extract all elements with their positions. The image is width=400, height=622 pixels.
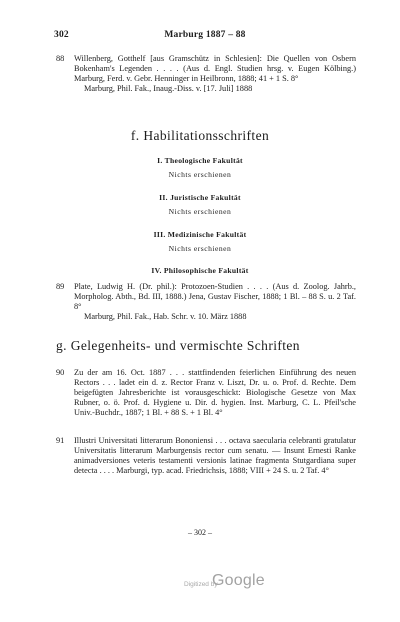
faculty-juristische [0,193,400,217]
entry-note: Marburg, Phil. Fak., Inaug.-Diss. v. [17. Juli] 1888 [84,84,253,93]
faculty-note: Nichts erschienen [168,170,232,179]
faculty-name: II. Juristische Fakultät [159,193,241,202]
faculty-note: Nichts erschienen [168,244,232,253]
entry-91 [56,436,356,476]
faculty-name: I. Theologische Fakultät [157,156,243,165]
running-header [54,30,356,42]
entry-number: 88 [56,54,65,63]
running-title: Marburg 1887 – 88 [164,30,246,40]
google-logo: Google [212,572,265,589]
faculty-name: III. Medizinische Fakultät [153,230,247,239]
entry-citation: Illustri Universitati litterarum Bononiensi . . . octava saecularia celebranti gratulatur Universitatis litterarum Marburgensis rector cum senatu. — Insunt Ernesti Ranke animadversiones veteris testamenti versionis latinae fragmenta Stutgardiana super detecta . . . . Marburgi, typ. acad. Friedrichsis, 1888; VIII + 24 S. u. 2 Taf. 4° [74,436,356,475]
faculty-name: IV. Philosophische Fakultät [151,266,249,275]
entry-90 [56,368,356,418]
entry-citation: Willenberg, Gotthelf [aus Gramschütz in Schlesien]: Die Quellen von Osbern Bokenham's Legenden . . . . (Aus d. Engl. Studien hrsg. v. Eugen Kölbing.) Marburg, Ferd. v. Gebr. Henninger in Heilbronn, 1888; 41 + 1 S. 8° [74,54,356,83]
entry-citation: Plate, Ludwig H. (Dr. phil.): Protozoen-Studien . . . . (Aus d. Zoolog. Jahrb., Morpholog. Abth., Bd. III, 1888.) Jena, Gustav Fischer, 1888; 1 Bl. – 88 S. u. 2 Taf. 8° [74,282,356,311]
entry-89 [56,282,356,322]
faculty-philosophische [0,266,400,276]
entry-88 [56,54,356,94]
entry-body [74,54,356,94]
entry-body [74,282,356,322]
faculty-medizinische [0,230,400,254]
section-title-habilitationsschriften: f. Habilitationsschriften [130,128,270,143]
page-number: 302 [54,30,69,40]
entry-citation: Zu der am 16. Oct. 1887 . . . stattfindenden feierlichen Einführung des neuen Rectors . . . ladet ein d. z. Rector Franz v. Liszt, Dr. u. o. Prof. d. Rechte. Dem beigefügten Jahresberichte ist vorausgeschickt: Biologische Gesetze von Max Rubner, o. ö. Prof. d. Hygiene u. Dir. d. hygien. Inst. Marburg, C. L. Pfeil'sche Univ.-Buchdr., 1887; 1 Bl. + 88 S. + 1 Bl. 4° [74,368,356,417]
faculty-theologische [0,156,400,180]
entry-note: Marburg, Phil. Fak., Hab. Schr. v. 10. März 1888 [84,312,247,321]
entry-number: 91 [56,436,65,445]
page-folio: – 302 – [188,528,212,537]
watermark-prefix: Digitized by [184,581,218,588]
entry-body [74,436,356,476]
entry-number: 89 [56,282,65,291]
entry-body [74,368,356,418]
google-watermark [0,570,400,594]
entry-number: 90 [56,368,65,377]
section-title-gelegenheitsschriften: g. Gelegenheits- und vermischte Schriften [56,338,300,353]
faculty-note: Nichts erschienen [168,207,232,216]
